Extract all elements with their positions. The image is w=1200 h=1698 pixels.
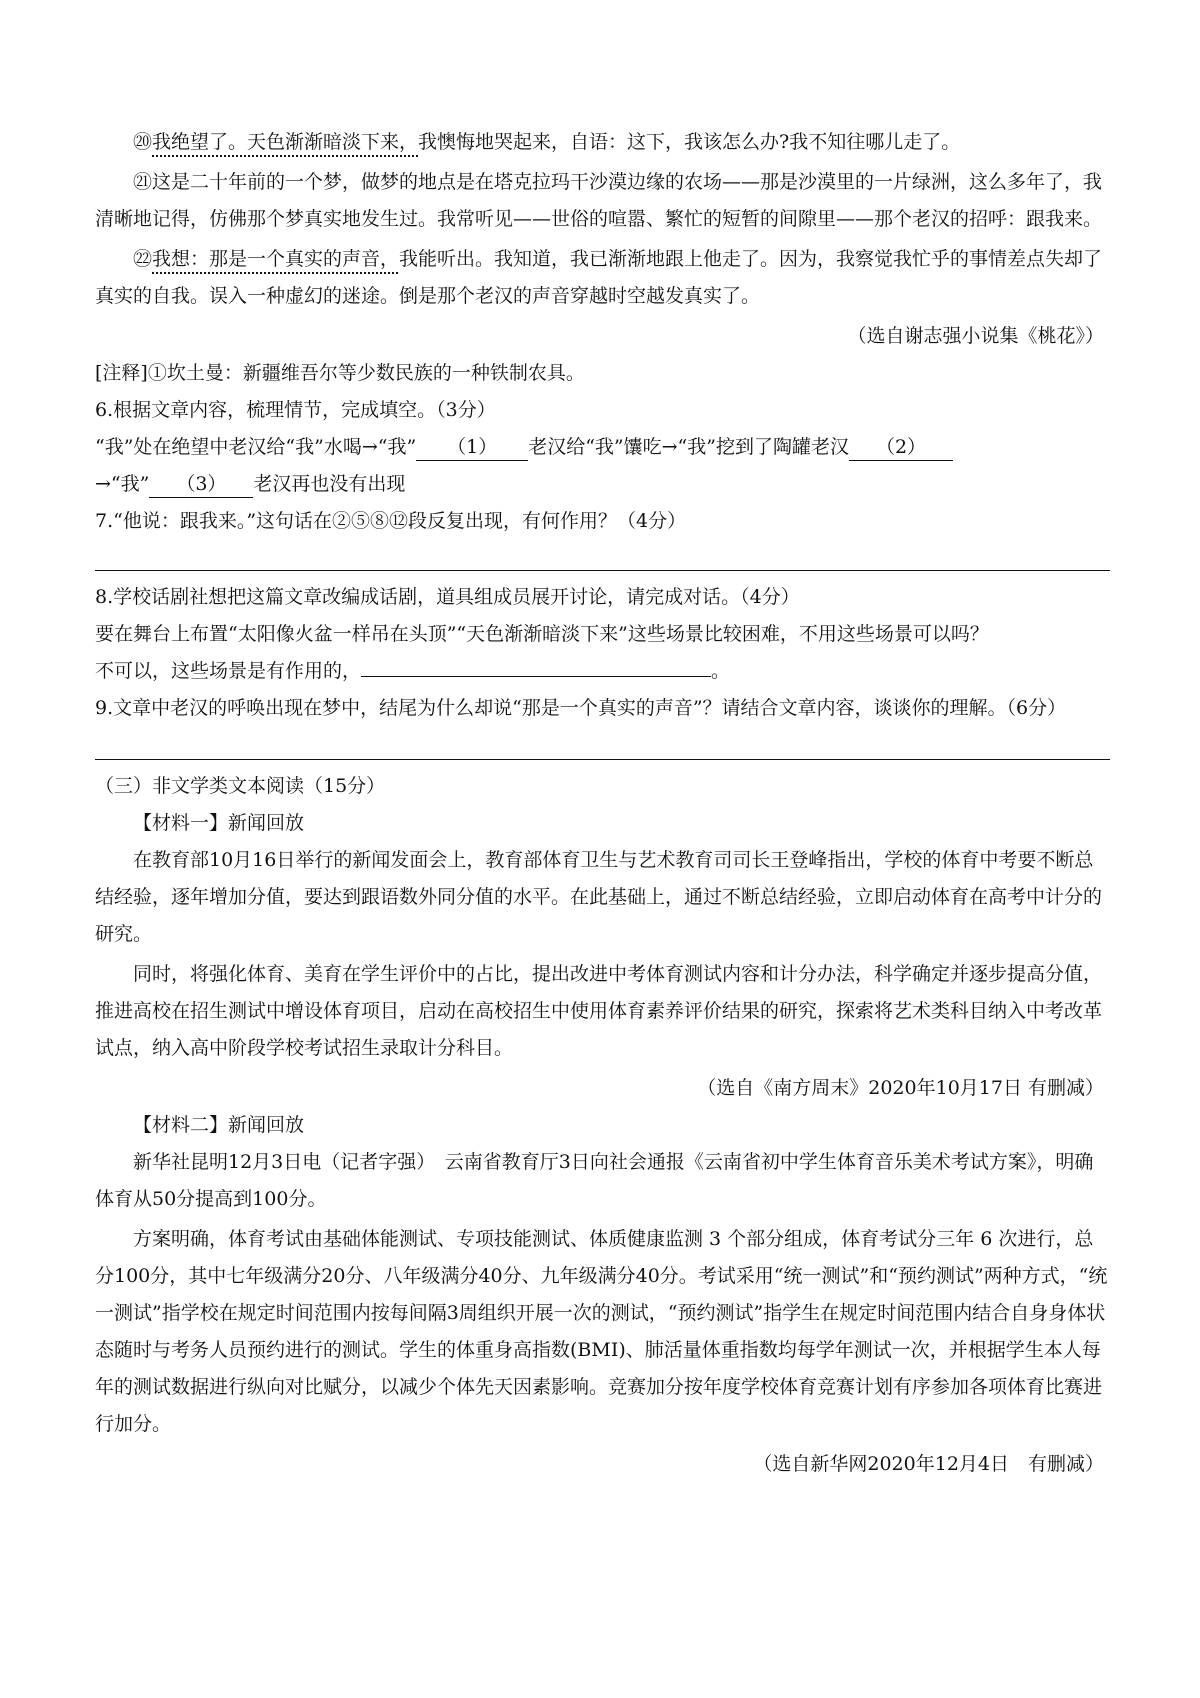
material-1-paragraph-2: 同时，将强化体育、美育在学生评价中的占比，提出改进中考体育测试内容和计分办法，科学确定并逐步提高分值，推进高校在招生测试中增设体育项目，启动在高校招生中使用体育素养评价结果的研究，探索将艺术类科目纳入中考改革试点，纳入高中阶段学校考试招生录取计分科目。 xyxy=(95,963,1103,1059)
material-2-title: 【材料二】新闻回放 xyxy=(133,1114,305,1136)
footnote: [注释]①坎土曼：新疆维吾尔等少数民族的一种铁制农具。 xyxy=(95,362,585,384)
paragraph-number: ⑳ xyxy=(133,131,153,153)
story-paragraph-20 xyxy=(95,124,1110,161)
question-6-title: 6.根据文章内容，梳理情节，完成填空。（3分） xyxy=(95,399,496,421)
paragraph-number: ㉒ xyxy=(133,248,153,270)
material-1-title: 【材料一】新闻回放 xyxy=(133,812,305,834)
exam-page xyxy=(95,124,1110,1483)
question-6-plot-chain: “我”处在绝望中老汉给“我”水喝→“我” （1） 老汉给“我”馕吃→“我”挖到了陶罐老汉 （2） →“我” （3） 老汉再也没有出现 xyxy=(95,429,1110,503)
material-2-source: （选自新华网2020年12月4日 有删减） xyxy=(753,1453,1104,1475)
material-1-source: （选自《南方周末》2020年10月17日 有删减） xyxy=(697,1077,1104,1099)
question-8-title: 8.学校话剧社想把这篇文章改编成话剧，道具组成员展开讨论，请完成对话。（4分） xyxy=(95,586,800,608)
dotted-emphasis-text: 我绝望了。天色渐渐暗淡下来， xyxy=(152,131,419,153)
dotted-emphasis-text: 我想：那是一个真实的声音， xyxy=(152,248,400,270)
story-source: （选自谢志强小说集《桃花》） xyxy=(847,325,1104,347)
material-2-paragraph-1: 新华社昆明12月3日电（记者字强） 云南省教育厅3日向社会通报《云南省初中学生体育音乐美术考试方案》，明确体育从50分提高到100分。 xyxy=(95,1151,1094,1210)
story-paragraph-21: ㉑这是二十年前的一个梦，做梦的地点是在塔克拉玛干沙漠边缘的农场——那是沙漠里的一片绿洲，这么多年了，我清晰地记得，仿佛那个梦真实地发生过。我常听见——世俗的喧嚣、繁忙的短暂的间隙里——那个老汉的招呼：跟我来。 xyxy=(95,171,1103,230)
material-1-paragraph-1: 在教育部10月16日举行的新闻发面会上，教育部体育卫生与艺术教育司司长王登峰指出，学校的体育中考要不断总结经验，逐年增加分值，要达到跟语数外同分值的水平。在此基础上，通过不断总结经验，立即启动体育在高考中计分的研究。 xyxy=(95,849,1103,945)
fill-blank-q8[interactable] xyxy=(361,676,711,677)
paragraph-text: 我懊悔地哭起来，自语：这下，我该怎么办?我不知往哪儿走了。 xyxy=(418,131,961,153)
question-8-dialogue-2: 不可以，这些场景是有作用的， 。 xyxy=(95,660,731,682)
story-paragraph-22 xyxy=(95,241,1110,315)
question-9: 9.文章中老汉的呼唤出现在梦中，结尾为什么却说“那是一个真实的声音”？请结合文章内容，谈谈你的理解。（6分） xyxy=(95,697,1067,719)
answer-line-q9[interactable] xyxy=(95,729,1110,760)
material-2-paragraph-2: 方案明确，体育考试由基础体能测试、专项技能测试、体质健康监测 3 个部分组成，体育考试分三年 6 次进行，总分100分，其中七年级满分20分、八年级满分40分、九年级满分40分。考试采用“统一测试”和“预约测试”两种方式，“统一测试”指学校在规定时间范围内按每间隔3周组织开展一次的测试，“预约测试”指学生在规定时间范围内结合自身身体状态随时与考务人员预约进行的测试。学生的体重身高指数(BMI)、肺活量体重指数均每学年测试一次，并根据学生本人每年的测试数据进行纵向对比赋分，以减少个体先天因素影响。竞赛加分按年度学校体育竞赛计划有序参加各项体育比赛进行加分。 xyxy=(95,1228,1108,1435)
section-3-heading: （三）非文学类文本阅读（15分） xyxy=(95,775,386,797)
answer-line-q7[interactable] xyxy=(95,540,1110,571)
question-8-dialogue-1: 要在舞台上布置“太阳像火盆一样吊在头顶”“天色渐渐暗淡下来”这些场景比较困难，不用这些场景可以吗？ xyxy=(95,623,989,645)
paragraph-text: 我能听出。我知道，我已渐渐地跟上他走了。因为，我察觉我忙乎的事情差点失却了真实的自我。误入一种虚幻的迷途。倒是那个老汉的声音穿越时空越发真实了。 xyxy=(95,248,1103,307)
fill-blank-3[interactable]: （3） xyxy=(149,471,253,498)
question-7: 7.“他说：跟我来。”这句话在②⑤⑧⑫段反复出现，有何作用？（4分） xyxy=(95,510,687,532)
fill-blank-1[interactable]: （1） xyxy=(416,434,528,461)
fill-blank-2[interactable]: （2） xyxy=(849,434,953,461)
